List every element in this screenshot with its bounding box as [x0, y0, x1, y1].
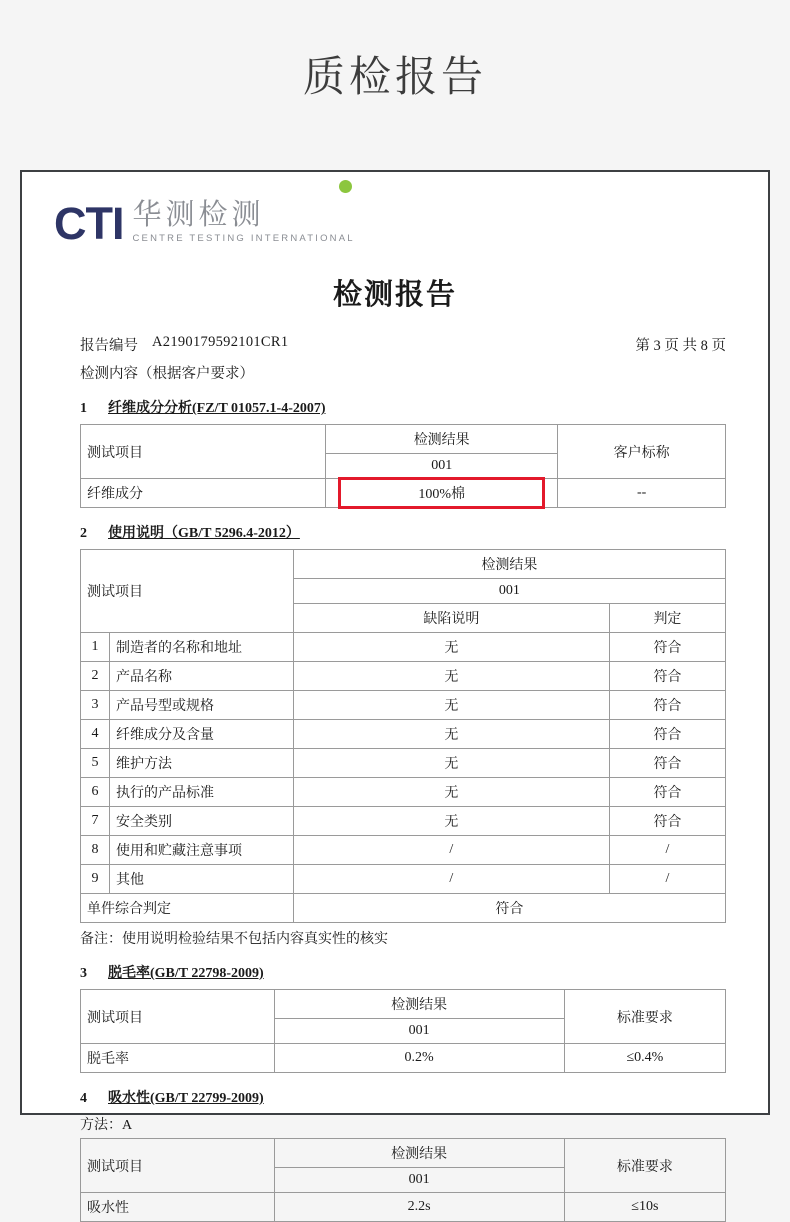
section-number-3: 3: [80, 966, 87, 981]
row-judge-value: 符合: [609, 691, 725, 720]
row-index: 6: [81, 778, 110, 807]
row-judge-value: /: [609, 836, 725, 865]
row-result-value: 2.2s: [274, 1193, 564, 1222]
sample-id: 001: [326, 454, 558, 479]
section-4-method-line: 方法：A: [80, 1118, 133, 1133]
section-heading-4: [80, 1087, 726, 1107]
row-standard-value: ≤10s: [564, 1193, 725, 1222]
summary-value: 符合: [293, 894, 725, 923]
row-judge-value: 符合: [609, 720, 725, 749]
row-index: 5: [81, 749, 110, 778]
row-item-label: 纤维成分及含量: [110, 720, 294, 749]
row-judge-value: 符合: [609, 807, 725, 836]
section-number-2: 2: [80, 526, 87, 541]
section-heading-2: [80, 522, 726, 542]
table-row: [81, 425, 726, 454]
row-index: 4: [81, 720, 110, 749]
row-judge-value: /: [609, 865, 725, 894]
row-defect-value: 无: [293, 807, 609, 836]
section-name-1: 纤维成分分析(FZ/T 01057.1-4-2007): [108, 401, 326, 416]
section-name-4: 吸水性(GB/T 22799-2009): [108, 1091, 264, 1106]
table-row: [81, 990, 726, 1019]
table-row: [81, 1139, 726, 1168]
table-row: [81, 633, 726, 662]
row-defect-value: 无: [293, 720, 609, 749]
report-number-value: A2190179592101CR1: [152, 334, 289, 350]
row-item-label: 产品号型或规格: [110, 691, 294, 720]
table-row: [81, 691, 726, 720]
row-item-label: 使用和贮藏注意事项: [110, 836, 294, 865]
row-item-label: 安全类别: [110, 807, 294, 836]
table-row: [81, 807, 726, 836]
hair-loss-rate-table: [80, 989, 726, 1073]
result-text: 100%棉: [418, 487, 466, 502]
row-index: 9: [81, 865, 110, 894]
sample-id: 001: [293, 579, 725, 604]
table-row: [81, 778, 726, 807]
row-result-value: 0.2%: [274, 1044, 564, 1073]
row-defect-value: /: [293, 865, 609, 894]
col-header-judge: 判定: [609, 604, 725, 633]
content-scope-line: 检测内容（根据客户要求）: [80, 366, 254, 382]
section-name-2: 使用说明（GB/T 5296.4-2012）: [108, 526, 300, 541]
section-2-note: 备注：使用说明检验结果不包括内容真实性的核实: [80, 932, 388, 947]
col-header-item: 测试项目: [81, 1139, 275, 1193]
row-item-label: 纤维成分: [81, 479, 326, 508]
row-result-value-highlighted: [326, 479, 558, 508]
row-index: 7: [81, 807, 110, 836]
col-header-standard: 标准要求: [564, 990, 725, 1044]
cti-logo-english: CENTRE TESTING INTERNATIONAL: [132, 232, 355, 244]
instructions-for-use-table: [80, 549, 726, 923]
table-row: [81, 749, 726, 778]
section-number-4: 4: [80, 1091, 87, 1106]
col-header-claim: 客户标称: [558, 425, 726, 479]
table-row: [81, 479, 726, 508]
water-absorption-table: [80, 1138, 726, 1222]
row-item-label: 吸水性: [81, 1193, 275, 1222]
page-title: 质检报告: [302, 53, 487, 100]
row-item-label: 脱毛率: [81, 1044, 275, 1073]
section-number-1: 1: [80, 401, 87, 416]
row-defect-value: 无: [293, 749, 609, 778]
table-row: [81, 865, 726, 894]
col-header-result: 检测结果: [274, 990, 564, 1019]
section-name-3: 脱毛率(GB/T 22798-2009): [108, 966, 264, 981]
row-standard-value: ≤0.4%: [564, 1044, 725, 1073]
sample-id: 001: [274, 1168, 564, 1193]
report-document: [20, 170, 770, 1216]
col-header-defect: 缺陷说明: [293, 604, 609, 633]
row-judge-value: 符合: [609, 778, 725, 807]
table-row: [81, 1044, 726, 1073]
col-header-item: 测试项目: [81, 425, 326, 479]
row-item-label: 执行的产品标准: [110, 778, 294, 807]
row-defect-value: 无: [293, 633, 609, 662]
cti-logo: [54, 184, 355, 250]
row-defect-value: 无: [293, 662, 609, 691]
table-row: [81, 1193, 726, 1222]
row-claim-value: --: [558, 479, 726, 508]
col-header-item: 测试项目: [81, 990, 275, 1044]
row-index: 3: [81, 691, 110, 720]
row-judge-value: 符合: [609, 633, 725, 662]
row-item-label: 产品名称: [110, 662, 294, 691]
col-header-standard: 标准要求: [564, 1139, 725, 1193]
row-index: 1: [81, 633, 110, 662]
cti-logo-mark: CTI: [54, 198, 124, 250]
table-row-summary: [81, 894, 726, 923]
report-meta-row: [80, 334, 726, 355]
row-item-label: 其他: [110, 865, 294, 894]
table-row: [81, 550, 726, 579]
table-row: [81, 836, 726, 865]
report-title: 检测报告: [332, 279, 457, 311]
row-judge-value: 符合: [609, 662, 725, 691]
col-header-result: 检测结果: [326, 425, 558, 454]
col-header-result: 检测结果: [274, 1139, 564, 1168]
logo-green-dot-icon: [339, 180, 352, 193]
table-row: [81, 662, 726, 691]
row-index: 2: [81, 662, 110, 691]
row-defect-value: /: [293, 836, 609, 865]
section-heading-1: [80, 397, 726, 417]
row-item-label: 维护方法: [110, 749, 294, 778]
row-item-label: 制造者的名称和地址: [110, 633, 294, 662]
row-defect-value: 无: [293, 778, 609, 807]
section-heading-3: [80, 962, 726, 982]
col-header-item: 测试项目: [81, 550, 294, 633]
col-header-result: 检测结果: [293, 550, 725, 579]
table-row: [81, 720, 726, 749]
cti-logo-chinese: 华测检测: [132, 199, 265, 232]
page-indicator: 第 3 页 共 8 页: [635, 338, 726, 354]
row-judge-value: 符合: [609, 749, 725, 778]
sample-id: 001: [274, 1019, 564, 1044]
fiber-composition-table: [80, 424, 726, 508]
row-index: 8: [81, 836, 110, 865]
report-number-label: 报告编号: [80, 338, 138, 354]
summary-label: 单件综合判定: [81, 894, 294, 923]
row-defect-value: 无: [293, 691, 609, 720]
